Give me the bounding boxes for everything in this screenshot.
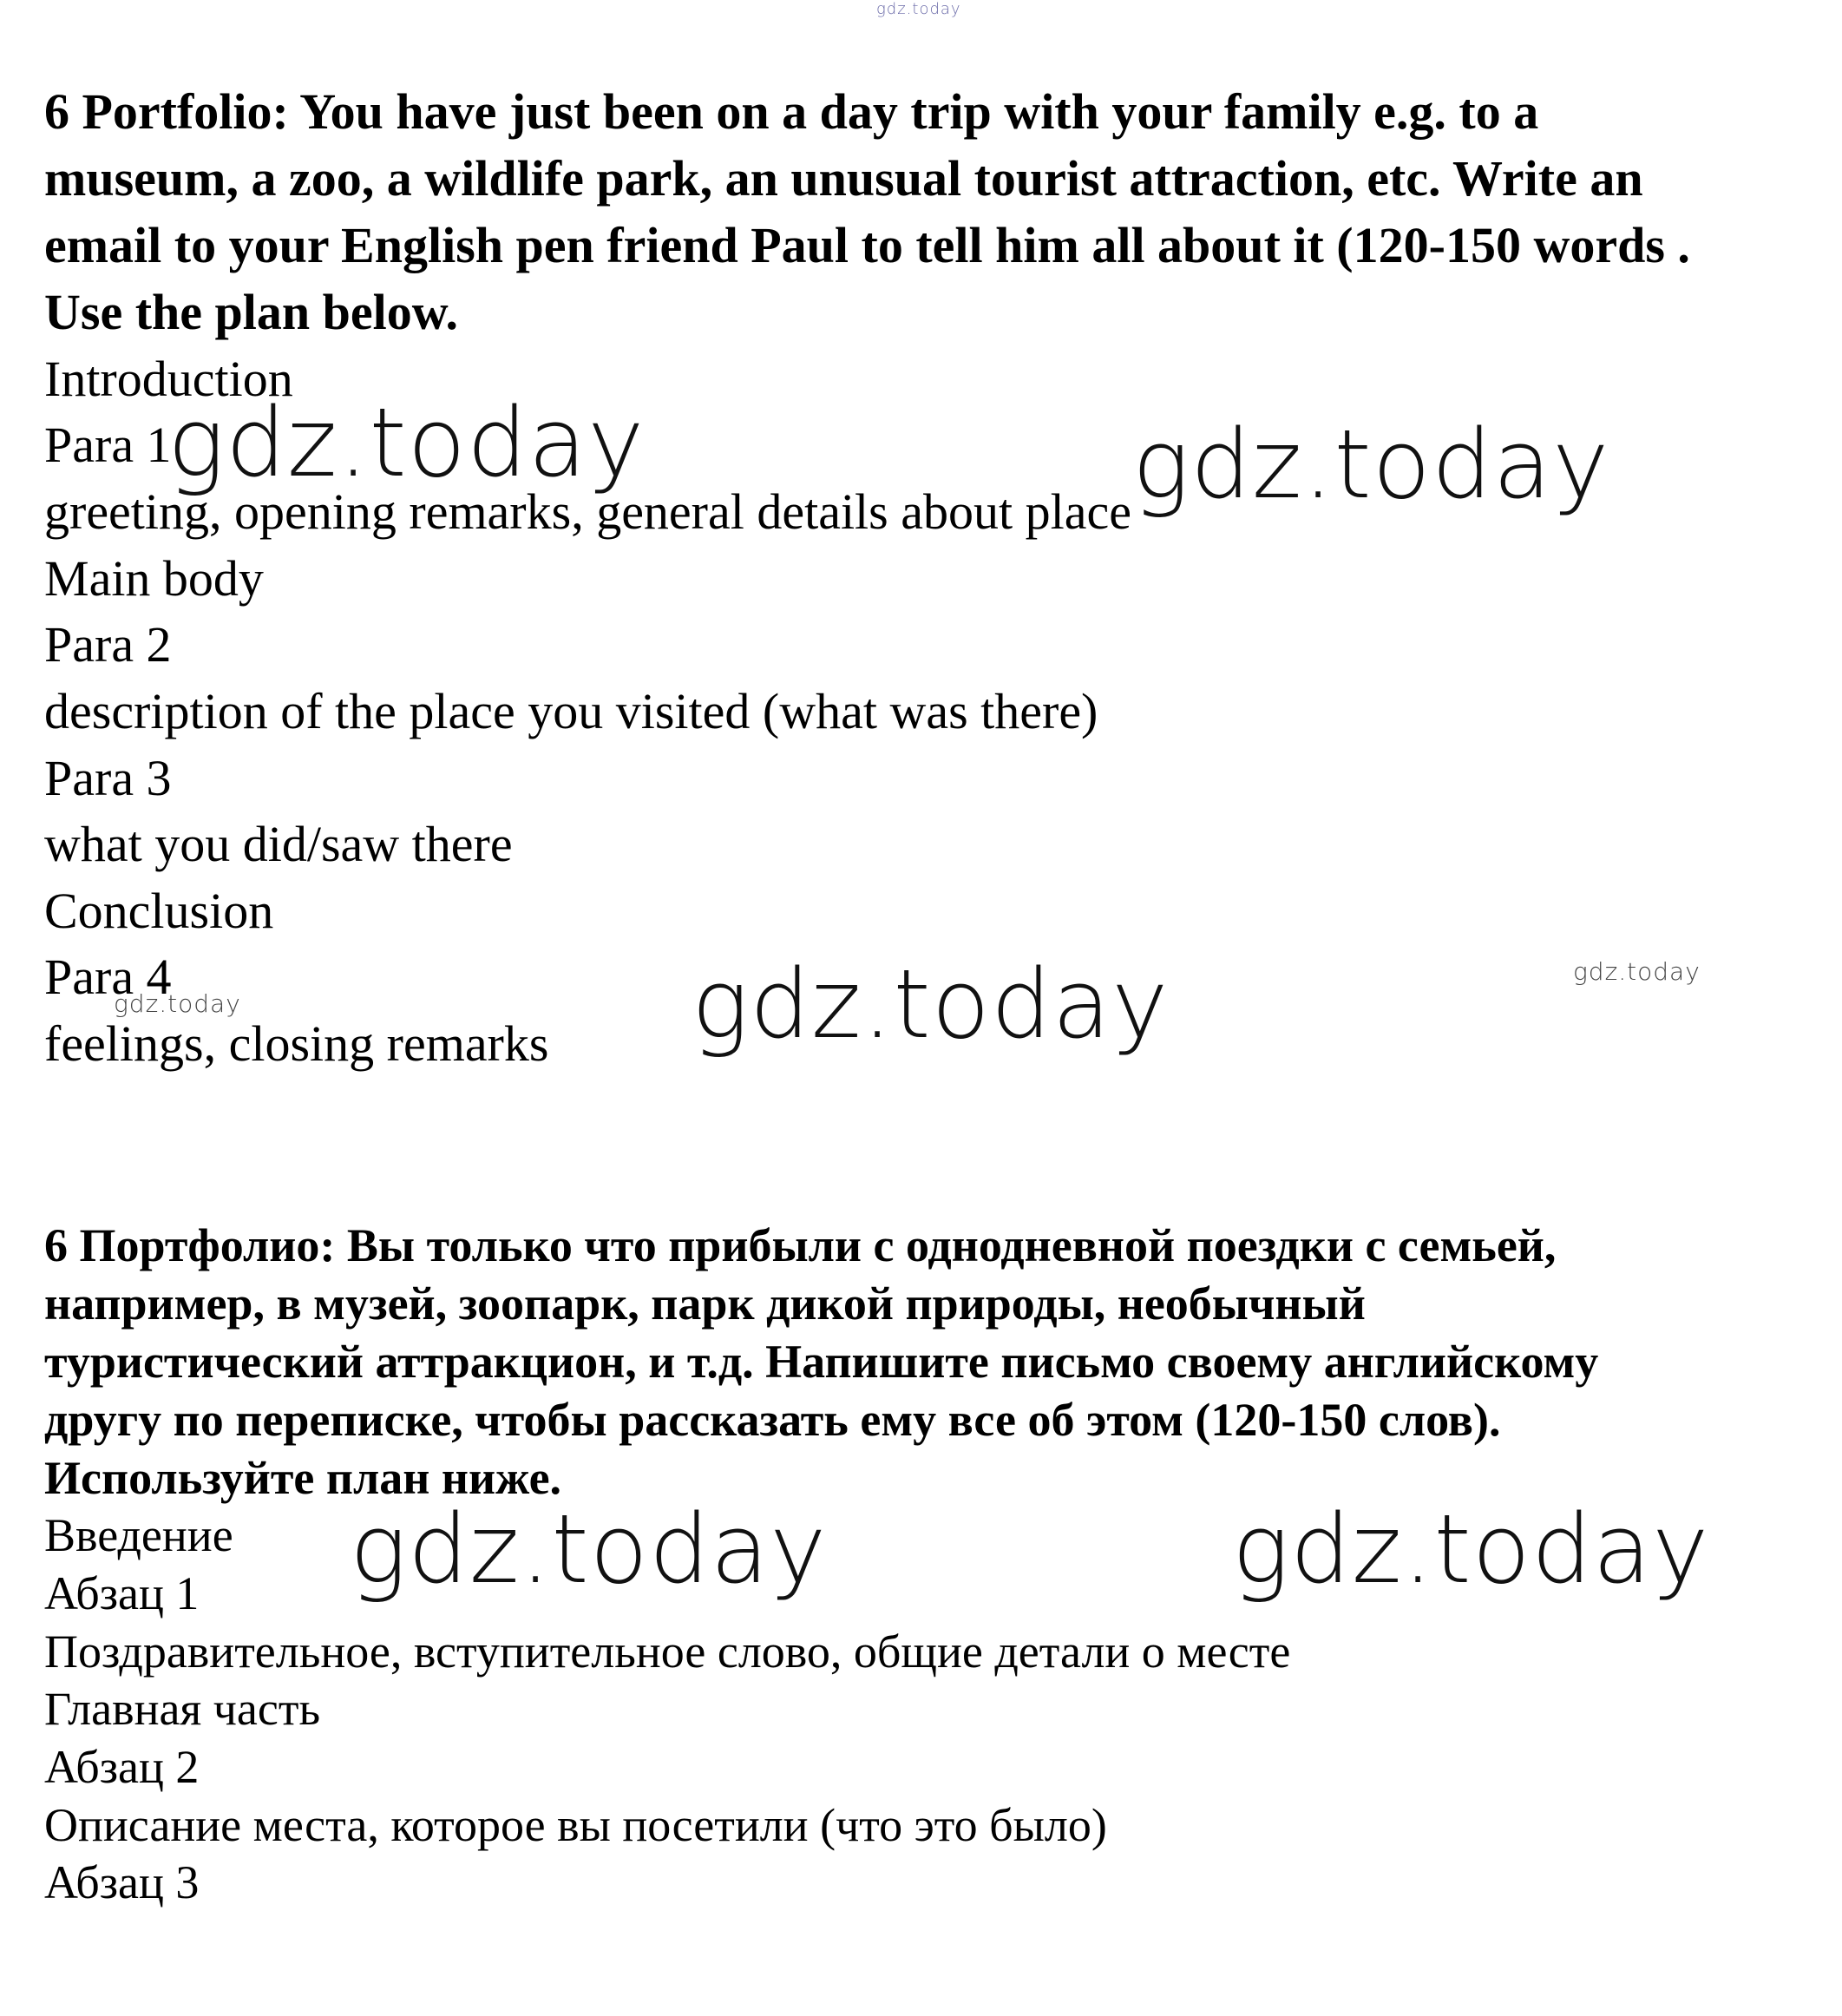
en-plan-para-3: Para 3 <box>44 750 172 806</box>
ru-plan-para-1-text: Поздравительное, вступительное слово, общие детали о месте <box>44 1625 1291 1678</box>
en-task-line-3: email to your English pen friend Paul to tell him all about it (120-150 words . <box>44 217 1690 273</box>
en-task-line-4: Use the plan below. <box>44 284 458 340</box>
ru-task-line-4: другу по переписке, чтобы рассказать ему все об этом (120-150 слов). <box>44 1394 1501 1446</box>
ru-plan-main-body: Главная часть <box>44 1683 321 1735</box>
ru-plan-para-1: Абзац 1 <box>44 1567 200 1619</box>
watermark-small-right: gdz.today <box>1573 957 1701 986</box>
watermark-top: gdz.today <box>876 0 961 18</box>
en-task-line-2: museum, a zoo, a wildlife park, an unusual tourist attraction, etc. Write an <box>44 150 1643 207</box>
en-plan-main-body: Main body <box>44 550 264 607</box>
watermark-1: gdz.today <box>167 387 646 498</box>
watermark-3: gdz.today <box>692 949 1170 1060</box>
en-plan-para-3-text: what you did/saw there <box>44 816 513 872</box>
ru-plan-para-2: Абзац 2 <box>44 1741 200 1793</box>
ru-plan-para-2-text: Описание места, которое вы посетили (что это было) <box>44 1799 1107 1851</box>
en-task-line-1: 6 Portfolio: You have just been on a day trip with your family e.g. to a <box>44 83 1539 140</box>
en-plan-para-2: Para 2 <box>44 616 172 673</box>
ru-plan-para-3: Абзац 3 <box>44 1856 200 1908</box>
ru-plan-introduction: Введение <box>44 1509 233 1561</box>
watermark-5: gdz.today <box>1232 1494 1710 1605</box>
watermark-2: gdz.today <box>1132 409 1610 520</box>
en-plan-introduction: Introduction <box>44 351 293 407</box>
en-plan-para-1: Para 1 <box>44 417 172 473</box>
en-plan-conclusion: Conclusion <box>44 883 274 939</box>
watermark-4: gdz.today <box>350 1494 828 1605</box>
watermark-small-left: gdz.today <box>114 989 241 1018</box>
ru-task-line-2: например, в музей, зоопарк, парк дикой природы, необычный <box>44 1277 1366 1330</box>
ru-task-line-1: 6 Портфолио: Вы только что прибыли с однодневной поездки с семьей, <box>44 1219 1557 1271</box>
en-plan-para-4-text: feelings, closing remarks <box>44 1015 549 1072</box>
ru-task-line-3: туристический аттракцион, и т.д. Напишите письмо своему английскому <box>44 1336 1599 1388</box>
en-plan-para-2-text: description of the place you visited (what was there) <box>44 683 1098 739</box>
ru-task-line-5: Используйте план ниже. <box>44 1452 562 1504</box>
en-plan-para-4: Para 4 <box>44 949 172 1005</box>
en-plan-para-1-text: greeting, opening remarks, general details about place <box>44 483 1131 540</box>
